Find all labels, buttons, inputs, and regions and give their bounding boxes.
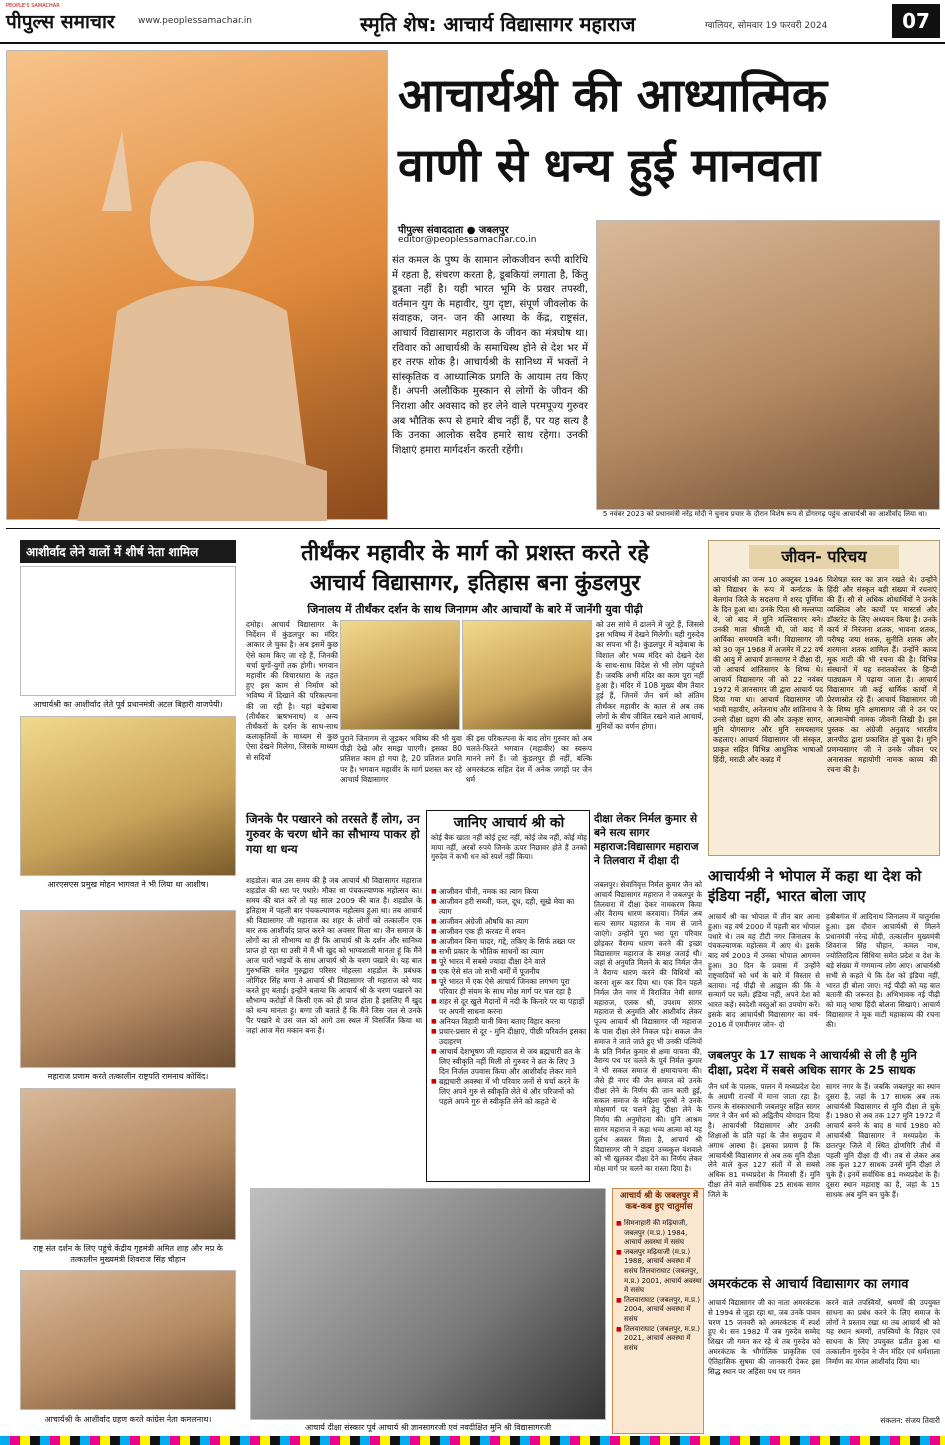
jaaniye-list — [431, 887, 587, 1179]
kundalpur-col4: को उस सांचे में ढालने में जुटे हैं, जिससे इस भविष्य में देखने मिलेगी। यही गुरुदेव का सपना भी है। कुंडलपुर में बड़ेबाबा के विशाल और भव्य मंदिर को देखने देश के साथ-साथ विदेश से भी लोग पहुंचते हैं। जबकि अभी मंदिर का काम पूरा नहीं हुआ है। मंदिर में 108 मुख्य बीम तैयार हुई हैं, जिनमें जैन धर्म को अंतिम तीर्थंकर महावीर के काल से अब तक लोगों के बीच जीवित रखने वाले आचार्य, मुनियों का वर्णन होगा। — [596, 620, 704, 732]
acharya-figure-icon — [7, 51, 389, 521]
jeevan-col2: विशेषज्ञ स्तर का ज्ञान रखते थे। उन्होंने हिंदी और संस्कृत बड़ी संख्या में रचनाएं की हैं। सौ से अधिक शोधार्थियों ने उनके व्यक्तित्व और कार्यों पर मास्टर्स और डॉक्टरेट के लिए अध्ययन किया है। उनके कार्य में निरंजना शतक, भावना शतक, परीषह जया शतक, सुनीति शतक और शरमाना शतक शामिल हैं। उन्होंने काव्य मूक माटी की भी रचना की है। विभिन्न संस्थानों में यह स्नातकोत्तर के हिन्दी पाठ्यक्रम में पढ़ाया जाता है। आचार्य विद्यासागर जी कई धार्मिक कार्यों में प्रेरणास्रोत रहे हैं। आचार्य विद्यासागर जी के शिष्य मुनि क्षमासागर जी ने उन पर आत्मान्वेषी नामक जीवनी लिखी है। इस पुस्तक का अंग्रेजी अनुवाद भारतीय ज्ञानपीठ द्वारा प्रकाशित हो चुका है। मुनि प्रणम्यसागर जी ने उनके जीवन पर अनासक्त महायोगी नामक काव्य की रचना की है। — [827, 575, 937, 774]
lead-headline-2: वाणी से धन्य हुई मानवता — [398, 138, 821, 192]
kovind-caption: महाराज प्रणाम करते तत्कालीन राष्ट्रपति रामनाथ कोविंद। — [47, 1072, 209, 1081]
kundalpur-deck: जिनालय में तीर्थंकर दर्शन के साथ जिनागम और आचार्यों के बारे में जानेंगी युवा पीढ़ी — [307, 603, 643, 616]
kamalnath-photo — [20, 1270, 236, 1410]
list-item: ■ ब्रह्मचारी अवस्था में भी परिवार जनों से चर्चा करने के लिए अपने गुरु से स्वीकृति लेते थे और परिजनों को पहले अपने गुरु से स्वीकृति लेने को कहते थे — [431, 1077, 587, 1107]
chaturmas-title: आचार्य श्री के जबलपुर में कब-कब हुए चातुर्मास — [619, 1191, 699, 1212]
byline: पीपुल्स संवाददाता ● जबलपुर — [398, 225, 509, 236]
diksha-headline: दीक्षा लेकर निर्मल कुमार से बने सत्य सागर महाराज:विद्यासागर महाराज ने तिलवारा में दीक्षा दी — [594, 813, 699, 867]
bhopal-headline: आचार्यश्री ने भोपाल में कहा था देश को इंडिया नहीं, भारत बोला जाए — [708, 867, 922, 905]
list-item: ■ तिलवाराघाट (जबलपुर, म.प्र.) 2004, आचार्य अवस्था में ससंघ — [616, 1296, 702, 1325]
list-item: ■ आजीवन एक ही करवट में शयन — [431, 927, 587, 937]
list-item: ■ आजीवन हरी सब्जी, फल, दूध, दही, सूखे मेवा का त्याग — [431, 897, 587, 917]
diksha-sanskar-photo — [250, 1188, 606, 1420]
list-item: ■ अनियत विहारी यानी बिना बताए विहार करना — [431, 1017, 587, 1027]
lead-body: संत कमल के पुष्प के सामान लोकजीवन रूपी बारिधि में रहता है, संचरण करता है, डूबकियां लगाता है, किंतु डूबता नहीं है। यही भारत भूमि के प्रखर तपस्वी, वर्तमान युग के महावीर, युग दृष्टा, संपूर्ण जीवलोक के संवाहक, जन- जन की आस्था के केंद्र, राष्ट्रसंत, आचार्य विद्यासागर महाराज के जीवन का मंत्रघोष था। रविवार को आचार्यश्री के समाधिस्थ होने से देश भर में हर तरफ शोक है। आचार्यश्री के सानिध्य में भक्तों ने सांस्कृतिक व आध्यात्मिक प्रगति के आयाम तय किए हैं। अपनी अलौकिक मुस्कान से लोगों के जीवन की निराशा और अवसाद को हर लेने वाले परमपूज्य गुरुवर अब भौतिक रूप से हमारे बीच नहीं हैं, पर यह सत्य है कि उनका आलोक सदैव हमारे साथ रहेगा। उनकी शिक्षाएं हमारा मार्गदर्शन करती रहेंगी। — [392, 255, 588, 456]
list-item: ■ आचार्य देशभूषण जी महाराज से जब ब्रह्मचारी व्रत के लिए स्वीकृति नहीं मिली तो गुरुवर ने व्रत के लिए 3 दिन निर्जल उपवास किया और आशीर्वाद लेकर माने — [431, 1047, 587, 1077]
jeevan-col1: आचार्यश्री का जन्म 10 अक्टूबर 1946 को विद्याधर के रूप में कर्नाटक के बेलगांव जिले के सदलगा में शरद पूर्णिमा के दिन हुआ था। उनके पिता श्री मल्लप्पा थे, जो बाद में मुनि मल्लिसागर बने। उनकी माता श्रीमती थी, जो बाद में आर्यिका समयमति बनी। विद्यासागर जी को 30 जून 1968 में अजमेर में 22 वर्ष की आयु में आचार्य ज्ञानसागर ने दीक्षा दी, जो आचार्य शांतिसागर के शिष्य थे। आचार्य विद्यासागर जी को 22 नवंबर 1972 में ज्ञानसागर जी द्वारा आचार्य पद दिया गया था। आचार्य विद्यासागर जी भावी महावीर, अनेतनाथ और शांतिनाथ ने उनसे दीक्षा ग्रहण की और उत्कृष्ट सागर, मुनि योगसागर और मुनि समयसागर कहलाए। आचार्य विद्यासागर जी संस्कृत, प्राकृत सहित विभिन्न आधुनिक भाषाओं हिंदी, मराठी और कन्नड़ में — [713, 575, 823, 764]
acharya-lead-photo — [6, 50, 388, 520]
list-item: ■ एक ऐसे संत जो सभी धर्मों में पूजनीय — [431, 967, 587, 977]
diksha-sanskar-caption: आचार्य दीक्षा संस्कार पूर्व आचार्य श्री ज्ञानसागरजी एवं नवदीक्षित मुनि श्री विद्यासागरजी — [304, 1423, 552, 1432]
bhopal-col1: आचार्य श्री का भोपाल में तीन बार आना हुआ। वह वर्ष 2000 में पहली बार भोपाल पधारे थे। तब वह टीटी नगर जिनालय के पंचकल्याणक महोत्सव में आए थे। इसके बाद वर्ष 2003 में उनका भोपाल आगमन हुआ। 30 दिन के प्रवास में उन्होंने राष्ट्रवादियों को धर्म के बारे में विस्तार से बताया। नई पीढ़ी से आह्वान की कि वे सन्मार्ग पर चलें। इंडिया नहीं, अपने देश को भारत कहें। स्वदेशी वस्तुओं का उपयोग करें। इसके बाद आचार्यश्री विद्यासागर का वर्ष- 2016 में एमपीनगर जोन- दो — [708, 912, 820, 1029]
kovind-photo — [20, 910, 236, 1068]
amarkantak-col2: करने वाले तपस्वियों, श्रमणों की उपयुक्त साधना का प्रबंध करने के लिए समाज के लोगों ने प्रस्ताव रखा था तब आचार्य श्री को यह स्थान श्रमणों, तपस्वियों के विहार एवं साधना के लिए उपयुक्त प्रतीत हुआ था तत्कालीन गुरुदेव ने जैन मंदिर एवं धर्मशाला निर्माण का मंगल आशीर्वाद दिया था। — [826, 1298, 940, 1366]
list-item: ■ आजीवन चीनी, नमक का त्याग किया — [431, 887, 587, 897]
jeevan-title: जीवन- परिचय — [749, 545, 899, 569]
list-item: ■ तिलवाराघाट (जबलपुर, म.प्र.) 2021, आचार्य अवस्था में ससंघ — [616, 1325, 702, 1354]
jeevan-box — [708, 540, 940, 856]
section-title: स्मृति शेष: आचार्य विद्यासागर महाराज — [360, 12, 636, 36]
modi-meeting-caption: 5 नवंबर 2023 को प्रधानमंत्री नरेंद्र मोदी ने चुनाव प्रचार के दौरान विशेष रूप से डोंगरगढ़ पहुंच आचार्यश्री का आशीर्वाद लिया था। — [602, 510, 928, 518]
list-item: ■ प्रचार-प्रसार से दूर - मुनि दीक्षाएं, पीछी परिवर्तन इसका उदाहरण — [431, 1027, 587, 1047]
kundalpur-temple-photo-1 — [340, 620, 460, 730]
list-item: ■ पूरे भारत में सबसे ज्यादा दीक्षा देने वाले — [431, 957, 587, 967]
color-registration-bar — [0, 1436, 945, 1445]
byline-email[interactable]: editor@peoplessamachar.co.in — [398, 235, 537, 245]
kundalpur-col1: दमोह। आचार्य विद्यासागर के निर्देशन में कुंडलपुर का मंदिर आकार ले चुका है। अब इसमें कुछ ऐसे काम किए जा रहे हैं, जिनकी चर्चा युगों-युगों तक होगी। भगवान महावीर की विचारधारा के तहत हुए इस काम से निर्माण को भविष्य में दिखाने की परिकल्पना की जा रही है। यहां बड़ेबाबा (तीर्थंकर ऋषभनाथ) व अन्य तीर्थंकरों के दर्शन के साथ-साथ कलाकृतियों के माध्यम से कुछ ऐसा देखने मिलेगा, जिसके माध्यम से सदियों — [246, 620, 338, 762]
list-item: ■ सिमनाहारी की मढ़ियाजी, जबलपुर (म.प्र.) 1984, आचार्य अवस्था में ससंघ — [616, 1219, 702, 1248]
jaaniye-box — [426, 810, 590, 1182]
site-url[interactable]: www.peoplessamachar.in — [138, 16, 252, 26]
amarkantak-col1: आचार्य विद्यासागर जी का नाता अमरकंटक से 1994 से जुड़ा रहा था, जब उनके पावन चरण 15 जनवरी को अमरकंटक में स्पर्श हुए थे। सन 1982 में जब गुरुदेव सम्मेद शिखर जी गमन कर रहे थे तब गुरुदेव को अमरकंटक के भौगोलिक प्राकृतिक एवं ऐतिहासिक सुषमा की जानकारी देकर इस सिद्ध स्थान पर अहिंसा पथ पर गमन — [708, 1298, 820, 1376]
list-item: ■ पूरे भारत में एक ऐसे आचार्य जिनका लगभग पूरा परिवार ही संयम के साथ मोक्ष मार्ग पर चल रहा है — [431, 977, 587, 997]
shah-chouhan-photo — [20, 1088, 236, 1240]
jabalpur-col1: जैन धर्म के पालक, पालन में मध्यप्रदेश देश के अग्रणी राज्यों में माना जाता रहा है। राज्य के संस्कारधानी जबलपुर सहित सागर नगर ने जैन धर्म को अद्वितीय योगदान दिया है। आचार्यश्री विद्यासागर और उनकी शिक्षाओं के प्रति यहां के जैन समुदाय में अगाध आस्था है। इसका प्रमाण है कि आचार्यश्री विद्यासागर से अब तक मुनि दीक्षा लेने वाले कुल 127 संतों में से सबसे अधिक 81 मध्यप्रदेश के निवासी हैं। मुनि दीक्षा लेने वाले सर्वाधिक 25 साधक सागर जिले के — [708, 1082, 820, 1199]
kundalpur-temple-photo-2 — [462, 620, 592, 730]
kundalpur-headline-1: तीर्थंकर महावीर के मार्ग को प्रशस्त करते रहे — [301, 541, 649, 566]
jabalpur-col2: सागर नगर के हैं। जबकि जबलपुर का स्थान दूसरा है, जहां के 17 साधक अब तक आचार्यश्री विद्यासागर से मुनि दीक्षा ले चुके हैं। 1980 से अब तक 127 मुनि 1972 में आचार्य बनने के बाद 8 मार्च 1980 को आचार्यश्री विद्यासागर ने मध्यप्रदेश के छतरपुर जिले में स्थित द्रोणगिरि तीर्थ में पहली मुनि दीक्षा दी थी। तब से लेकर अब तक कुल 127 साधक उनसे मुनि दीक्षा ले चुके हैं। इनमें सर्वाधिक 81 मध्यप्रदेश के हैं। दूसरा स्थान महाराष्ट्र का है, जहां के 15 साधक अब मुनि बन चुके हैं। — [826, 1082, 940, 1199]
charan-headline: जिनके पैर पखारने को तरसते हैं लोग, उन गुरुवर के चरण धोने का सौभाग्य पाकर हो गया था धन्य — [246, 812, 420, 856]
amarkantak-credit: संकलन: संजय तिवारी — [880, 1416, 940, 1425]
logo[interactable]: पीपुल्स समाचार — [6, 11, 115, 33]
list-item: ■ सभी प्रकार के भौतिक साधनों का त्याग — [431, 947, 587, 957]
divider — [6, 528, 940, 529]
modi-meeting-photo — [596, 220, 940, 510]
bhopal-col2: हबीबगंज में आदिनाथ जिनालय में चातुर्मास हुआ। इस दौरान आचार्यश्री से मिलने प्रधानमंत्री नरेन्द्र मोदी, तत्कालीन मुख्यमंत्री शिवराज सिंह चौहान, कमल नाथ, ज्योतिरादित्य सिंधिया समेत प्रदेश व देश के बड़े संख्या में गणमान्य लोग आए। आचार्यश्री सभी से कहते थे कि देश को इंडिया नहीं, भारत ही बोला जाए। नई पीढ़ी को यह बात बतानी की जरूरत है। अभिभावक नई पीढ़ी को मातृ भाषा हिंदी बोलना सिखाएं। आचार्य विद्यासागर ने मूक माटी महाकाव्य की रचना की। — [826, 912, 940, 1029]
diksha-body: जबलपुर। सेवानिवृत्त निर्मल कुमार जैन को आचार्य विद्यासागर महाराज ने जबलपुर के तिलवारा में दीक्षा देकर नामकरण किया और वैराग्य धारण करवाया। निर्मल अब सत्य सागर महाराज के नाम से जाने जाएंगे। उन्होंने पूरा भरा पूरा परिवार छोड़कर वैराग्य धारण करने की इच्छा विद्यासागर महाराज के समक्ष जताई थी। जहां से अनुमति मिलने के बाद निर्मल जैन ने वैराग्य धारण करने की विधियों को करना शुरू कर दिया था। एक दिन पहले निर्मल जैन नगर में विराजित नेमी सागर महाराज, एलक श्री, उपशम सागर महाराज से अनुमति और आशीर्वाद लेकर पूज्य आचार्य श्री विद्यासागर जी महाराज के पास दीक्षा लेने निकल पड़े। सकल जैन समाज ने जाते जाते हुए भी उनकी पत्नियों के प्रति निर्मल कुमार से क्षमा याचना की, वैराग्य पथ पर चलने के पूर्व निर्मल कुमार ने भी सकल समाज से क्षमायाचना की। जैसे ही नगर की जैन समाज को उनके दीक्षा लेने के निर्णय की जान कारी हुई, सकल समाज के महिला पुरुषों ने उनके मोक्षमार्ग पर चलने हेतु दीक्षा लेने के निर्णय की अनुमोदना की। मुनि आश्रम सागर महाराज ने कहा भव्य आत्मा को यह दुर्लभ अवसर मिला है, आचार्य श्री विद्यासागर जी ने डाहरा उच्चकुल वंशवाले को भी खुलकर दीक्षा देने का निर्णय लेकर मोक्ष मार्ग पर चलने का रास्ता दिया है। — [594, 880, 702, 1174]
vajpayee-caption: आचार्यश्री का आशीर्वाद लेते पूर्व प्रधानमंत्री अटल बिहारी वाजपेयी। — [33, 700, 223, 709]
charan-body: शहडोल। बात उस समय की है जब आचार्य श्री विद्यासागर महाराज शहडोल की धरा पर पधारे। मौका था पंचकल्याणक महोत्सव का। समय की बात करें तो यह साल 2009 की बात है। शहडोल के इतिहास में पहली बार पंचकल्याणक महोत्सव हुआ था। तब आचार्य श्री विद्यासागर जी महाराज का शहर के लोगों को तत्कालीन एक बार तक आशीर्वाद प्राप्त करने का अवसर मिला था। जैन समाज के लोगों का तो सौभाग्य था ही कि आचार्य श्री के दर्शन और सानिध्य प्राप्त हो रहा था उसी में मैं भी खुद को भाग्यशाली मानता हूं कि मैंने आज चारों भाइयों के साथ आचार्य श्री के चरण पखारे थे। यह बात गुरुभक्ति समेत गुरुद्वारा परिसर मोहल्ला शहडोल के प्रबंधक जोगिंदर सिंह बग्गा ने आचार्य श्री विद्यासागर जी महाराज को याद करते हुए बताई। इन्होंने बताया कि आचार्य श्री के चरण पखारने का सौभाग्य करोड़ों में किसी एक को ही प्राप्त होता है इसलिए मैं खुद को धन्य मानता हूं। बग्गा जी बताते हैं कि मैंने जिस जल से उनके पैर पखारे थे उस जल को आगे उस स्थल में विसर्जित किया था जहां आज मेरा मकान बना है। — [246, 876, 422, 1035]
list-item: ■ आजीवन बिना चादर, गद्दे, तकिए के सिर्फ तख्त पर — [431, 937, 587, 947]
lead-headline-1: आचार्यश्री की आध्यात्मिक — [398, 68, 828, 122]
amarkantak-headline: अमरकंटक से आचार्य विद्यासागर का लगाव — [708, 1277, 909, 1292]
logo-tag: PEOPLE'S SAMACHAR — [6, 3, 60, 9]
jaaniye-title: जानिए आचार्य श्री को — [453, 815, 565, 831]
list-item: ■ शहर से दूर खुले मैदानों में नदी के किनारे पर या पहाड़ों पर अपनी साधना करना — [431, 997, 587, 1017]
list-item: ■ जबलपुर मढ़ियाजी (म.प्र.) 1988, आचार्य अवस्था में ससंघ तिलवाराघाट (जबलपुर, म.प्र.) 2001, आचार्य अवस्था में ससंघ — [616, 1248, 702, 1296]
kundalpur-col3: की इस परिकल्पना के बाद लोग गुरुवर को अब चलते-फिरते भगवान (महावीर) का स्वरूप मानने लगे हैं। जो कुंडलपुर ही नहीं, बल्कि अमरकंटक सहित देश में अनेक जगहों पर जैन धर्म — [466, 734, 592, 784]
leaders-title: आशीर्वाद लेने वालों में शीर्ष नेता शामिल — [20, 540, 236, 563]
chaturmas-box — [612, 1188, 704, 1434]
jabalpur-headline: जबलपुर के 17 साधक ने आचार्यश्री से ली है मुनि दीक्षा, प्रदेश में सबसे अधिक सागर के 25 साधक — [708, 1048, 917, 1077]
list-item: ■ आजीवन अंग्रेजी औषधि का त्याग — [431, 917, 587, 927]
bhagwat-photo — [20, 716, 236, 876]
vajpayee-photo — [20, 566, 236, 696]
kamalnath-caption: आचार्यश्री के आशीर्वाद ग्रहण करते कांग्रेस नेता कमलनाथ। — [44, 1415, 212, 1424]
shah-chouhan-caption: राष्ट्र संत दर्शन के लिए पहुंचे केंद्रीय गृहमंत्री अमित शाह और मप्र के तत्कालीन मुख्यमंत्री शिवराज सिंह चौहान — [33, 1244, 223, 1264]
bhagwat-caption: आरएसएस प्रमुख मोहन भागवत ने भी लिया था आशीष। — [47, 880, 209, 889]
masthead — [0, 0, 945, 44]
page-number: 07 — [892, 4, 940, 38]
kundalpur-col2: पुराने जिनागम से जुड़कर भविष्य की भी युवा पीढ़ी देखे और समझ पाएगी। इसका 80 प्रतिशत काम हो गया है, 20 प्रतिशत प्रगति पर है। भगवान महावीर के मार्ग प्रशस्त कर रहे आचार्य विद्यासागर — [340, 734, 462, 784]
kundalpur-headline-2: आचार्य विद्यासागर, इतिहास बना कुंडलपुर — [309, 571, 641, 596]
chaturmas-list — [616, 1219, 702, 1431]
dateline: ग्वालियर, सोमवार 19 फरवरी 2024 — [705, 21, 828, 31]
jaaniye-intro: कोई बैंक खाता नहीं कोई ट्रस्ट नहीं, कोई जेब नहीं, कोई मोह माया नहीं, अरबों रुपये जिनके ऊपर निछावर होते हैं उनको गुरुदेव ने कभी धन को स्पर्श नहीं किया। — [431, 833, 587, 862]
